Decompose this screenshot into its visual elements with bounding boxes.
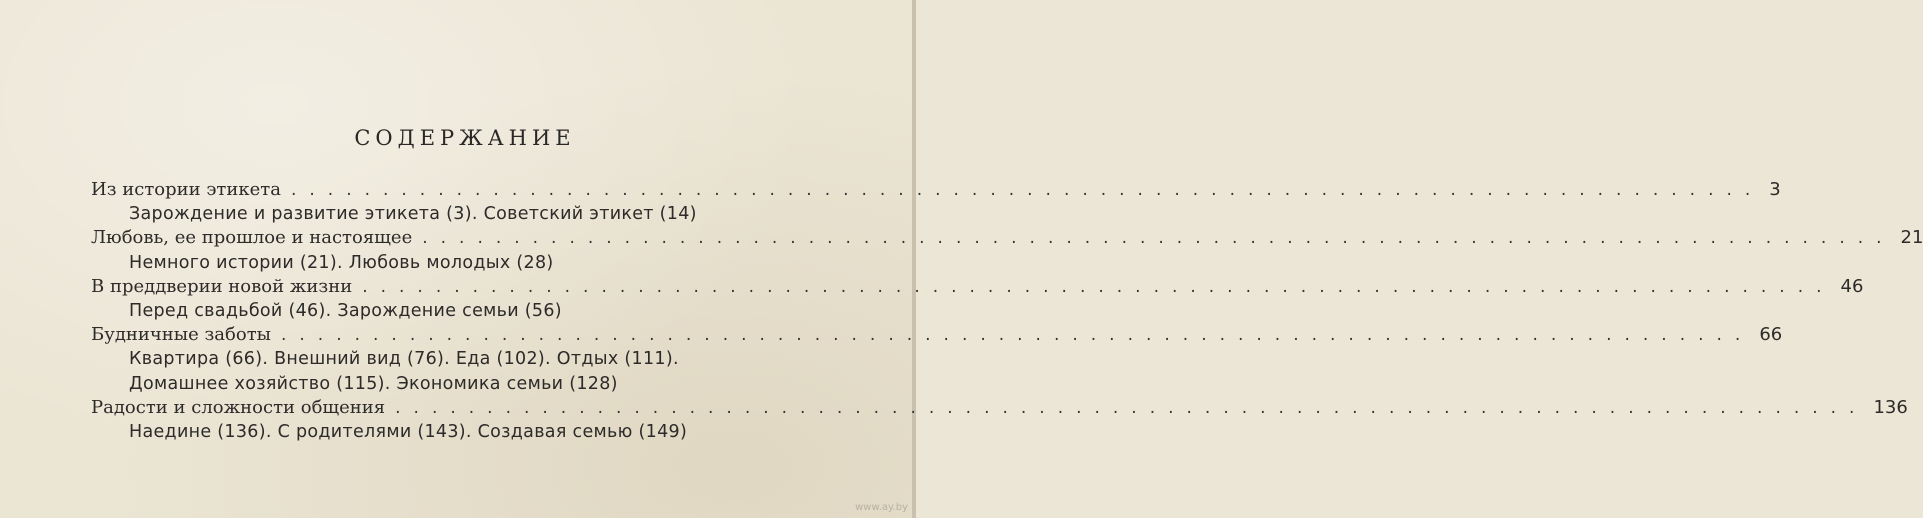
toc-entry-label: В преддверии новой жизни [91,275,353,297]
toc-subentry: Домашнее хозяйство (115). Экономика семьи (128) [129,373,618,394]
toc-subentry: Наедине (136). С родителями (143). Создавая семью (149) [129,421,688,442]
toc-entry-label: Радости и сложности общения [91,396,386,418]
toc-subentry: Зарождение и развитие этикета (3). Советский этикет (14) [129,204,697,225]
page-title: СОДЕРЖАНИЕ [354,126,576,150]
toc-entry [91,323,1783,347]
toc-subentry: Перед свадьбой (46). Зарождение семьи (56) [129,300,562,321]
dot-leader: ................................................................................ [362,276,1835,297]
toc-entry-label: Из истории этикета [91,179,281,200]
toc-page-number: 21 [1900,227,1923,249]
dot-leader: ................................................................................ [281,325,1754,346]
toc-page-number: 46 [1840,275,1864,297]
watermark: www.ay.by [855,502,908,513]
page-edge [912,0,916,518]
toc-page-number: 3 [1769,179,1781,200]
toc-subentry: Квартира (66). Внешний вид (76). Еда (102). Отдых (111). [129,349,679,370]
dot-leader: ................................................................................ [395,397,1868,418]
toc-entry-label: Будничные заботы [91,324,271,346]
table-of-contents [91,178,1923,444]
toc-subentry: Немного истории (21). Любовь молодых (28) [129,252,554,273]
dot-leader: ................................................................................ [290,180,1764,200]
toc-entry-label: Любовь, ее прошлое и настоящее [91,227,413,249]
toc-entry [91,396,1908,420]
toc-page-number: 136 [1873,396,1908,418]
toc-entry [91,226,1923,250]
dot-leader: ................................................................................ [422,228,1895,249]
toc-page-number: 66 [1759,324,1783,346]
toc-entry [91,178,1781,202]
toc-entry [91,275,1864,299]
